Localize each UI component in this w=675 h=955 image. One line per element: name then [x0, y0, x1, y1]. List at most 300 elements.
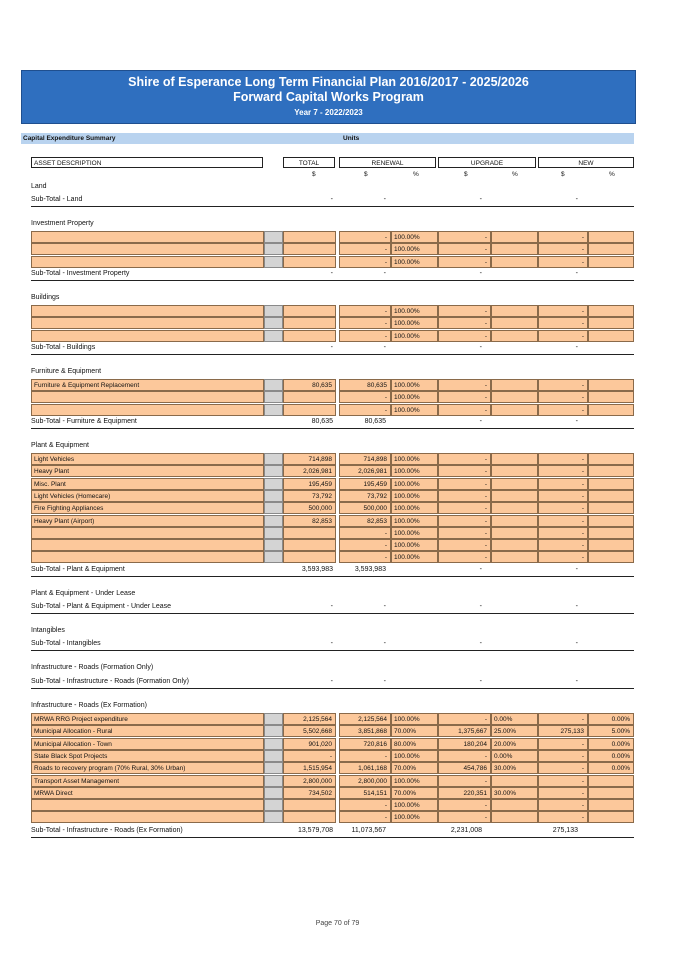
table-row: [0, 527, 675, 539]
cell-upgp: [491, 811, 538, 823]
subtotal-row: [31, 268, 634, 281]
subtotal-total: -: [330, 603, 333, 610]
cell-nw: 275,133: [538, 725, 588, 737]
cell-renp: 100.00%: [391, 317, 438, 329]
cell-upg: -: [438, 750, 491, 762]
table-row: [0, 515, 675, 527]
unit-total: $: [312, 171, 316, 178]
cell-nwp: [588, 478, 634, 490]
cell-nw: -: [538, 515, 588, 527]
cell-renp: 100.00%: [391, 391, 438, 403]
report-subtitle: Forward Capital Works Program: [233, 90, 424, 104]
report-year: Year 7 - 2022/2023: [294, 108, 363, 117]
cell-desc: MRWA Direct: [31, 787, 264, 799]
cell-ren: -: [339, 799, 391, 811]
cell-upg: -: [438, 256, 491, 268]
cell-upg: -: [438, 478, 491, 490]
subtotal-renewal: 11,073,567: [351, 827, 386, 834]
table-row: [0, 317, 675, 329]
cell-upgp: 20.00%: [491, 738, 538, 750]
cell-total: 901,020: [283, 738, 336, 750]
cell-nw: -: [538, 539, 588, 551]
cell-nwp: [588, 404, 634, 416]
cell-desc: Transport Asset Management: [31, 775, 264, 787]
subtotal-upgrade: -: [479, 270, 482, 277]
subtotal-row: [31, 194, 634, 207]
subtotal-label: Sub-Total - Investment Property: [31, 270, 130, 277]
cell-spacer: [264, 391, 283, 403]
subtotal-new: -: [575, 603, 578, 610]
cell-desc: [31, 799, 264, 811]
cell-total: 2,800,000: [283, 775, 336, 787]
cell-upg: -: [438, 465, 491, 477]
cell-upg: -: [438, 527, 491, 539]
subtotal-new: -: [575, 270, 578, 277]
cell-total: 2,026,981: [283, 465, 336, 477]
cell-spacer: [264, 527, 283, 539]
cell-spacer: [264, 231, 283, 243]
cell-nw: -: [538, 811, 588, 823]
cell-nwp: [588, 775, 634, 787]
cell-spacer: [264, 750, 283, 762]
cell-ren: -: [339, 317, 391, 329]
cell-renp: 100.00%: [391, 243, 438, 255]
cell-renp: 100.00%: [391, 799, 438, 811]
table-row: [0, 787, 675, 799]
subtotal-total: -: [330, 270, 333, 277]
table-row: [0, 502, 675, 514]
subtotal-upgrade: -: [479, 640, 482, 647]
unit-new: $: [561, 171, 565, 178]
cell-nw: -: [538, 453, 588, 465]
subtotal-total: 13,579,708: [297, 827, 333, 834]
cell-nw: -: [538, 750, 588, 762]
subtotal-label: Sub-Total - Intangibles: [31, 640, 101, 647]
cell-desc: [31, 243, 264, 255]
cell-nwp: [588, 490, 634, 502]
cell-renp: 100.00%: [391, 775, 438, 787]
cell-renp: 70.00%: [391, 762, 438, 774]
cell-ren: -: [339, 551, 391, 563]
cell-nw: -: [538, 330, 588, 342]
cell-desc: Roads to recovery program (70% Rural, 30% Urban): [31, 762, 264, 774]
cell-renp: 70.00%: [391, 725, 438, 737]
subtotal-row: [31, 342, 634, 355]
cell-ren: -: [339, 391, 391, 403]
cell-desc: Municipal Allocation - Town: [31, 738, 264, 750]
subtotal-total: -: [330, 640, 333, 647]
cell-spacer: [264, 256, 283, 268]
cell-desc: Light Vehicles: [31, 453, 264, 465]
cell-upgp: [491, 478, 538, 490]
cell-nwp: [588, 391, 634, 403]
report-header: [21, 70, 636, 124]
cell-total: [283, 527, 336, 539]
cell-nw: -: [538, 502, 588, 514]
cell-upg: -: [438, 404, 491, 416]
cell-total: [283, 305, 336, 317]
cell-upgp: [491, 775, 538, 787]
subtotal-label: Sub-Total - Buildings: [31, 344, 96, 351]
cell-ren: 82,853: [339, 515, 391, 527]
table-row: [0, 256, 675, 268]
subtotal-upgrade: -: [479, 196, 482, 203]
cell-desc: [31, 527, 264, 539]
cell-upg: -: [438, 453, 491, 465]
cell-spacer: [264, 725, 283, 737]
cell-total: 1,515,954: [283, 762, 336, 774]
table-row: [0, 762, 675, 774]
subtotal-label: Sub-Total - Furniture & Equipment: [31, 418, 137, 425]
cell-nwp: [588, 799, 634, 811]
cell-desc: Municipal Allocation - Rural: [31, 725, 264, 737]
cell-nwp: [588, 243, 634, 255]
subtotal-new: -: [575, 640, 578, 647]
cell-spacer: [264, 465, 283, 477]
subtotal-label: Sub-Total - Land: [31, 196, 83, 203]
subtotal-row: [31, 825, 634, 838]
table-row: [0, 750, 675, 762]
subtotal-row: [31, 416, 634, 429]
cell-nwp: [588, 551, 634, 563]
cell-nw: -: [538, 799, 588, 811]
subtotal-upgrade: 2,231,008: [450, 827, 482, 834]
cell-total: [283, 539, 336, 551]
cell-ren: 2,800,000: [339, 775, 391, 787]
subtotal-renewal: -: [383, 196, 386, 203]
cell-upg: -: [438, 305, 491, 317]
subtotal-label: Sub-Total - Plant & Equipment - Under Lease: [31, 603, 172, 610]
cell-upgp: [491, 551, 538, 563]
cell-nw: -: [538, 490, 588, 502]
cell-ren: -: [339, 750, 391, 762]
unit-new-pct: %: [609, 171, 615, 178]
section-title: Furniture & Equipment: [31, 368, 102, 375]
cell-spacer: [264, 787, 283, 799]
subtotal-row: [31, 638, 634, 651]
cell-nw: -: [538, 738, 588, 750]
subtotal-renewal: -: [383, 270, 386, 277]
cell-nwp: 0.00%: [588, 762, 634, 774]
unit-renewal: $: [364, 171, 368, 178]
col-header-total: TOTAL: [283, 157, 335, 168]
table-row: [0, 713, 675, 725]
cell-renp: 100.00%: [391, 453, 438, 465]
subtotal-row: [31, 564, 634, 577]
subtotal-upgrade: -: [479, 418, 482, 425]
cell-desc: MRWA RRG Project expenditure: [31, 713, 264, 725]
cell-upgp: [491, 330, 538, 342]
section-title: Infrastructure - Roads (Formation Only): [31, 664, 154, 671]
cell-upg: -: [438, 713, 491, 725]
subtotal-total: 80,635: [311, 418, 333, 425]
cell-upgp: [491, 539, 538, 551]
cell-spacer: [264, 317, 283, 329]
cell-nw: -: [538, 762, 588, 774]
subtotal-renewal: -: [383, 640, 386, 647]
subtotal-total: 3,593,983: [301, 566, 333, 573]
cell-upgp: 0.00%: [491, 713, 538, 725]
cell-ren: -: [339, 256, 391, 268]
section-title: Infrastructure - Roads (Ex Formation): [31, 702, 147, 709]
cell-desc: State Black Spot Projects: [31, 750, 264, 762]
cell-nw: -: [538, 527, 588, 539]
cell-upg: -: [438, 811, 491, 823]
cell-nw: -: [538, 305, 588, 317]
table-row: [0, 404, 675, 416]
cell-renp: 100.00%: [391, 256, 438, 268]
cell-upgp: [491, 490, 538, 502]
cell-upgp: [491, 453, 538, 465]
cell-upgp: 25.00%: [491, 725, 538, 737]
cell-upgp: [491, 243, 538, 255]
cell-nwp: [588, 231, 634, 243]
cell-total: [283, 799, 336, 811]
cell-nw: -: [538, 243, 588, 255]
table-row: [0, 738, 675, 750]
cell-ren: 3,851,868: [339, 725, 391, 737]
cell-upg: 454,786: [438, 762, 491, 774]
cell-total: 80,635: [283, 379, 336, 391]
section-title: Plant & Equipment - Under Lease: [31, 590, 136, 597]
cell-nw: -: [538, 713, 588, 725]
summary-units: Units: [343, 135, 360, 142]
subtotal-row: [31, 676, 634, 689]
cell-desc: [31, 305, 264, 317]
cell-nwp: [588, 305, 634, 317]
cell-renp: 100.00%: [391, 478, 438, 490]
cell-total: 500,000: [283, 502, 336, 514]
cell-ren: -: [339, 305, 391, 317]
section-title: Land: [31, 183, 47, 190]
cell-total: 714,898: [283, 453, 336, 465]
cell-upg: -: [438, 391, 491, 403]
cell-total: [283, 243, 336, 255]
cell-desc: [31, 231, 264, 243]
table-row: [0, 478, 675, 490]
cell-nw: -: [538, 465, 588, 477]
table-row: [0, 391, 675, 403]
subtotal-renewal: -: [383, 678, 386, 685]
cell-nwp: [588, 502, 634, 514]
cell-desc: Heavy Plant (Airport): [31, 515, 264, 527]
cell-renp: 80.00%: [391, 738, 438, 750]
section-title: Plant & Equipment: [31, 442, 89, 449]
cell-desc: [31, 404, 264, 416]
cell-desc: [31, 256, 264, 268]
cell-renp: 100.00%: [391, 379, 438, 391]
table-row: [0, 465, 675, 477]
cell-upg: -: [438, 551, 491, 563]
cell-nwp: [588, 379, 634, 391]
cell-renp: 100.00%: [391, 490, 438, 502]
cell-total: [283, 404, 336, 416]
cell-upg: -: [438, 330, 491, 342]
cell-ren: 514,151: [339, 787, 391, 799]
cell-spacer: [264, 811, 283, 823]
cell-desc: Heavy Plant: [31, 465, 264, 477]
cell-nwp: [588, 515, 634, 527]
subtotal-upgrade: -: [479, 678, 482, 685]
cell-renp: 100.00%: [391, 539, 438, 551]
col-header-new: NEW: [538, 157, 634, 168]
cell-upgp: [491, 465, 538, 477]
report-title: Shire of Esperance Long Term Financial Plan 2016/2017 - 2025/2026: [128, 75, 529, 89]
cell-desc: Fire Fighting Appliances: [31, 502, 264, 514]
cell-ren: -: [339, 539, 391, 551]
subtotal-new: -: [575, 344, 578, 351]
cell-renp: 100.00%: [391, 811, 438, 823]
cell-upg: -: [438, 775, 491, 787]
cell-nw: -: [538, 379, 588, 391]
cell-upgp: [491, 305, 538, 317]
cell-renp: 100.00%: [391, 465, 438, 477]
subtotal-total: -: [330, 678, 333, 685]
cell-ren: -: [339, 527, 391, 539]
cell-nw: -: [538, 775, 588, 787]
cell-spacer: [264, 478, 283, 490]
section-title: Investment Property: [31, 220, 94, 227]
subtotal-upgrade: -: [479, 566, 482, 573]
cell-ren: 2,026,981: [339, 465, 391, 477]
cell-upg: -: [438, 317, 491, 329]
cell-spacer: [264, 551, 283, 563]
cell-spacer: [264, 775, 283, 787]
cell-upg: -: [438, 539, 491, 551]
cell-spacer: [264, 490, 283, 502]
cell-upg: 1,375,667: [438, 725, 491, 737]
table-row: [0, 379, 675, 391]
subtotal-row: [31, 601, 634, 614]
cell-ren: -: [339, 231, 391, 243]
cell-total: 195,459: [283, 478, 336, 490]
cell-desc: [31, 551, 264, 563]
table-row: [0, 539, 675, 551]
table-row: [0, 330, 675, 342]
cell-total: [283, 811, 336, 823]
subtotal-renewal: -: [383, 603, 386, 610]
subtotal-new: -: [575, 566, 578, 573]
cell-nwp: [588, 527, 634, 539]
cell-upgp: 0.00%: [491, 750, 538, 762]
cell-renp: 100.00%: [391, 527, 438, 539]
cell-total: 82,853: [283, 515, 336, 527]
cell-upgp: [491, 379, 538, 391]
cell-nw: -: [538, 551, 588, 563]
cell-nw: -: [538, 256, 588, 268]
cell-desc: Light Vehicles (Homecare): [31, 490, 264, 502]
cell-desc: [31, 317, 264, 329]
cell-nwp: [588, 453, 634, 465]
cell-upg: 220,351: [438, 787, 491, 799]
cell-spacer: [264, 243, 283, 255]
cell-spacer: [264, 738, 283, 750]
cell-nwp: [588, 330, 634, 342]
cell-upgp: [491, 515, 538, 527]
col-header-upgrade: UPGRADE: [438, 157, 536, 168]
cell-nw: -: [538, 787, 588, 799]
cell-total: [283, 231, 336, 243]
summary-label: Capital Expenditure Summary: [23, 135, 116, 142]
cell-upgp: 30.00%: [491, 787, 538, 799]
cell-total: 734,502: [283, 787, 336, 799]
subtotal-label: Sub-Total - Plant & Equipment: [31, 566, 125, 573]
cell-total: 2,125,564: [283, 713, 336, 725]
cell-desc: Furniture & Equipment Replacement: [31, 379, 264, 391]
page-number: Page 70 of 79: [315, 920, 360, 927]
cell-desc: [31, 330, 264, 342]
table-row: [0, 305, 675, 317]
cell-spacer: [264, 799, 283, 811]
cell-spacer: [264, 515, 283, 527]
cell-total: [283, 256, 336, 268]
cell-ren: -: [339, 330, 391, 342]
cell-nwp: [588, 256, 634, 268]
col-header-renewal: RENEWAL: [339, 157, 436, 168]
cell-ren: -: [339, 243, 391, 255]
cell-upg: -: [438, 799, 491, 811]
cell-spacer: [264, 404, 283, 416]
cell-upgp: [491, 502, 538, 514]
subtotal-label: Sub-Total - Infrastructure - Roads (Ex Formation): [31, 827, 183, 834]
cell-renp: 100.00%: [391, 502, 438, 514]
table-row: [0, 551, 675, 563]
table-row: [0, 811, 675, 823]
cell-renp: 100.00%: [391, 750, 438, 762]
subtotal-upgrade: -: [479, 603, 482, 610]
cell-ren: 1,061,168: [339, 762, 391, 774]
cell-spacer: [264, 539, 283, 551]
cell-upg: -: [438, 243, 491, 255]
cell-total: -: [283, 750, 336, 762]
cell-nwp: [588, 465, 634, 477]
cell-upg: -: [438, 379, 491, 391]
cell-nwp: 0.00%: [588, 738, 634, 750]
cell-upg: 180,204: [438, 738, 491, 750]
unit-upgrade: $: [464, 171, 468, 178]
table-row: [0, 775, 675, 787]
cell-nw: -: [538, 231, 588, 243]
subtotal-renewal: 3,593,983: [354, 566, 386, 573]
cell-ren: 2,125,564: [339, 713, 391, 725]
cell-spacer: [264, 762, 283, 774]
col-header-asset: ASSET DESCRIPTION: [31, 157, 263, 168]
subtotal-renewal: -: [383, 344, 386, 351]
cell-renp: 70.00%: [391, 787, 438, 799]
cell-upgp: [491, 256, 538, 268]
subtotal-renewal: 80,635: [364, 418, 386, 425]
cell-desc: [31, 539, 264, 551]
cell-ren: -: [339, 404, 391, 416]
cell-renp: 100.00%: [391, 330, 438, 342]
cell-nwp: [588, 787, 634, 799]
cell-renp: 100.00%: [391, 231, 438, 243]
cell-nwp: [588, 539, 634, 551]
cell-upgp: [491, 404, 538, 416]
cell-ren: 80,635: [339, 379, 391, 391]
cell-nwp: [588, 811, 634, 823]
subtotal-new: -: [575, 418, 578, 425]
cell-total: [283, 330, 336, 342]
section-title: Intangibles: [31, 627, 65, 634]
unit-renewal-pct: %: [413, 171, 419, 178]
cell-renp: 100.00%: [391, 305, 438, 317]
cell-desc: Misc. Plant: [31, 478, 264, 490]
cell-nw: -: [538, 404, 588, 416]
cell-nwp: [588, 317, 634, 329]
summary-bar: [21, 133, 634, 144]
cell-ren: 500,000: [339, 502, 391, 514]
